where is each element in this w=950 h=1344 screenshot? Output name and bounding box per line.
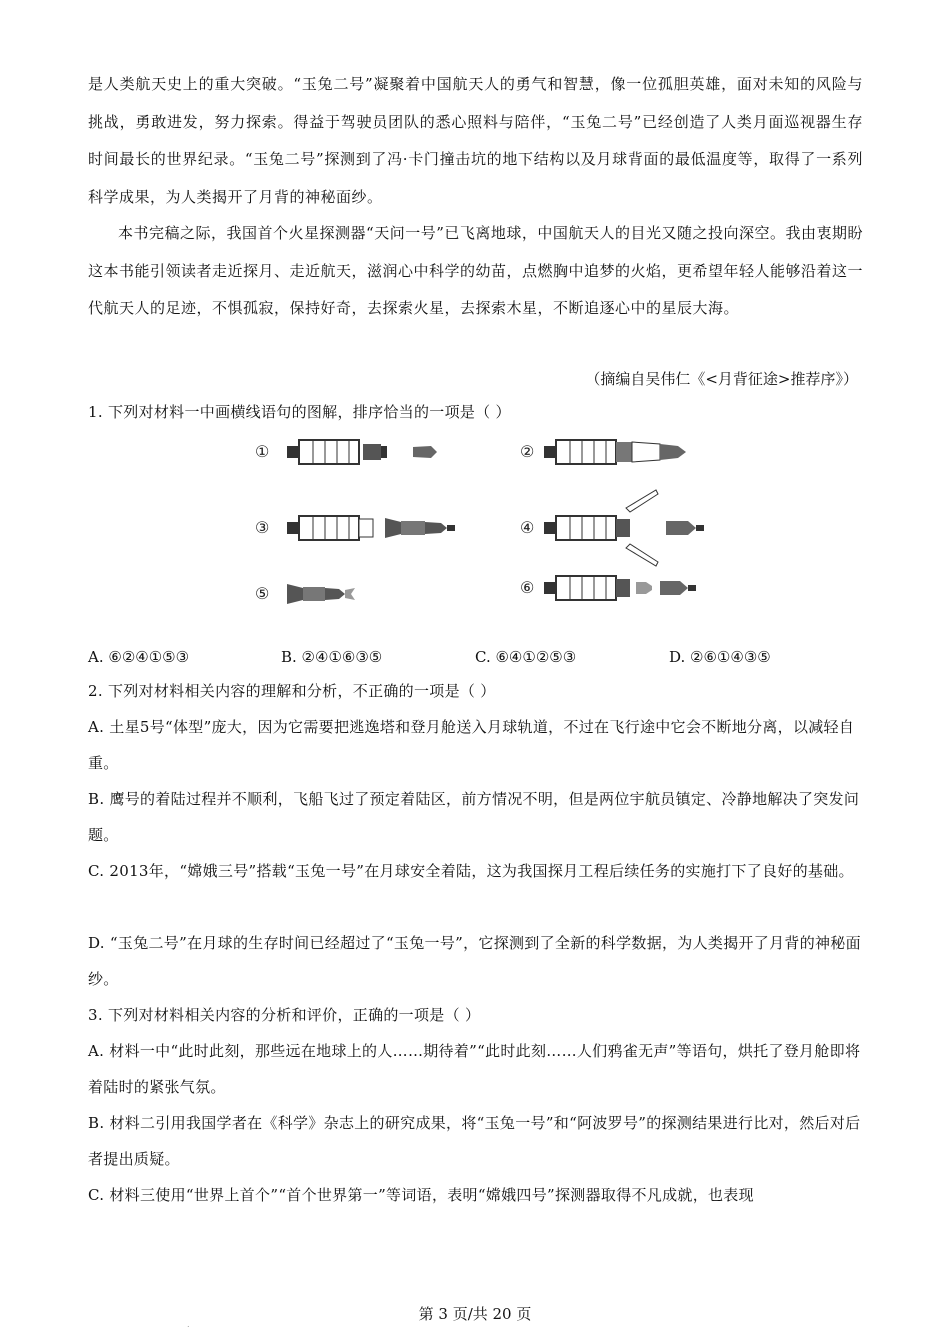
question-1-options [88,642,868,672]
q1-option-c[interactable]: C. ⑥④①②⑤③ [475,648,577,666]
q2-option-b[interactable]: B. 鹰号的着陆过程并不顺利，飞船飞过了预定着陆区，前方情况不明，但是两位宇航员镇定、冷静地解决了突发问题。 [88,790,860,844]
q3-option-a[interactable]: A. 材料一中“此时此刻，那些远在地球上的人……期待着”“此时此刻……人们鸦雀无声”等语句，烘托了登月舱即将着陆时的紧张气氛。 [88,1042,861,1096]
q1-option-d[interactable]: D. ②⑥①④③⑤ [669,648,771,666]
q2-option-d[interactable]: D. “玉兔二号”在月球的生存时间已经超过了“玉兔一号”，它探测到了全新的科学数据，为人类揭开了月背的神秘面纱。 [88,934,861,988]
diagram-item-1 [255,440,437,464]
question-3-stem: 3. 下列对材料相关内容的分析和评价，正确的一项是（ ） [88,1006,481,1024]
page-footer: 第 3 页/共 20 页 [418,1305,532,1323]
label-4: ④ [520,518,535,537]
q3-option-c[interactable]: C. 材料三使用“世界上首个”“首个世界第一”等词语，表明“嫦娥四号”探测器取得不凡成就，也表现 [88,1186,754,1204]
passage-source: （摘编自吴伟仁《<月背征途>推荐序》） [585,370,858,388]
passage-paragraph-1: 是人类航天史上的重大突破。“玉兔二号”凝聚着中国航天人的勇气和智慧，像一位孤胆英雄，面对未知的风险与挑战，勇敢进发，努力探索。得益于驾驶员团队的悉心照料与陪伴，“玉兔二号”已经创造了人类月面巡视器生存时间最长的世界纪录。“玉兔二号”探测到了冯·卡门撞击坑的地下结构以及月球背面的最低温度等，取得了一系列科学成果，为人类揭开了月背的神秘面纱。 [88,75,863,206]
diagram-item-5 [255,584,355,604]
passage-paragraph-2: 本书完稿之际，我国首个火星探测器“天问一号”已飞离地球，中国航天人的目光又随之投向深空。我由衷期盼这本书能引领读者走近探月、走近航天，滋润心中科学的幼苗，点燃胸中追梦的火焰，更希望年轻人能够沿着这一代航天人的足迹，不惧孤寂，保持好奇，去探索火星，去探索木星，不断追逐心中的星辰大海。 [88,224,864,317]
q3-option-b[interactable]: B. 材料二引用我国学者在《科学》杂志上的研究成果，将“玉兔一号”和“阿波罗号”的探测结果进行比对，然后对后者提出质疑。 [88,1114,861,1168]
label-3: ③ [255,518,270,537]
diagram-item-6 [520,576,696,600]
diagram-item-4 [520,490,704,566]
diagram-item-3 [255,516,455,540]
rocket-separation-diagram [255,438,705,618]
label-2: ② [520,442,535,461]
q1-option-a[interactable]: A. ⑥②④①⑤③ [88,648,190,666]
label-6: ⑥ [520,578,535,597]
label-5: ⑤ [255,584,270,603]
label-1: ① [255,442,270,461]
question-2-stem: 2. 下列对材料相关内容的理解和分析，不正确的一项是（ ） [88,682,496,700]
q1-option-b[interactable]: B. ②④①⑥③⑤ [281,648,383,666]
question-1-stem: 1. 下列对材料一中画横线语句的图解，排序恰当的一项是（ ） [88,403,511,421]
diagram-item-2 [520,440,686,464]
q2-option-a[interactable]: A. 土星5号“体型”庞大，因为它需要把逃逸塔和登月舱送入月球轨道，不过在飞行途中它会不断地分离，以减轻自重。 [88,718,855,772]
q2-option-c[interactable]: C. 2013年，“嫦娥三号”搭载“玉兔一号”在月球安全着陆，这为我国探月工程后续任务的实施打下了良好的基础。 [88,862,854,880]
scan-mark: . [187,1320,190,1329]
